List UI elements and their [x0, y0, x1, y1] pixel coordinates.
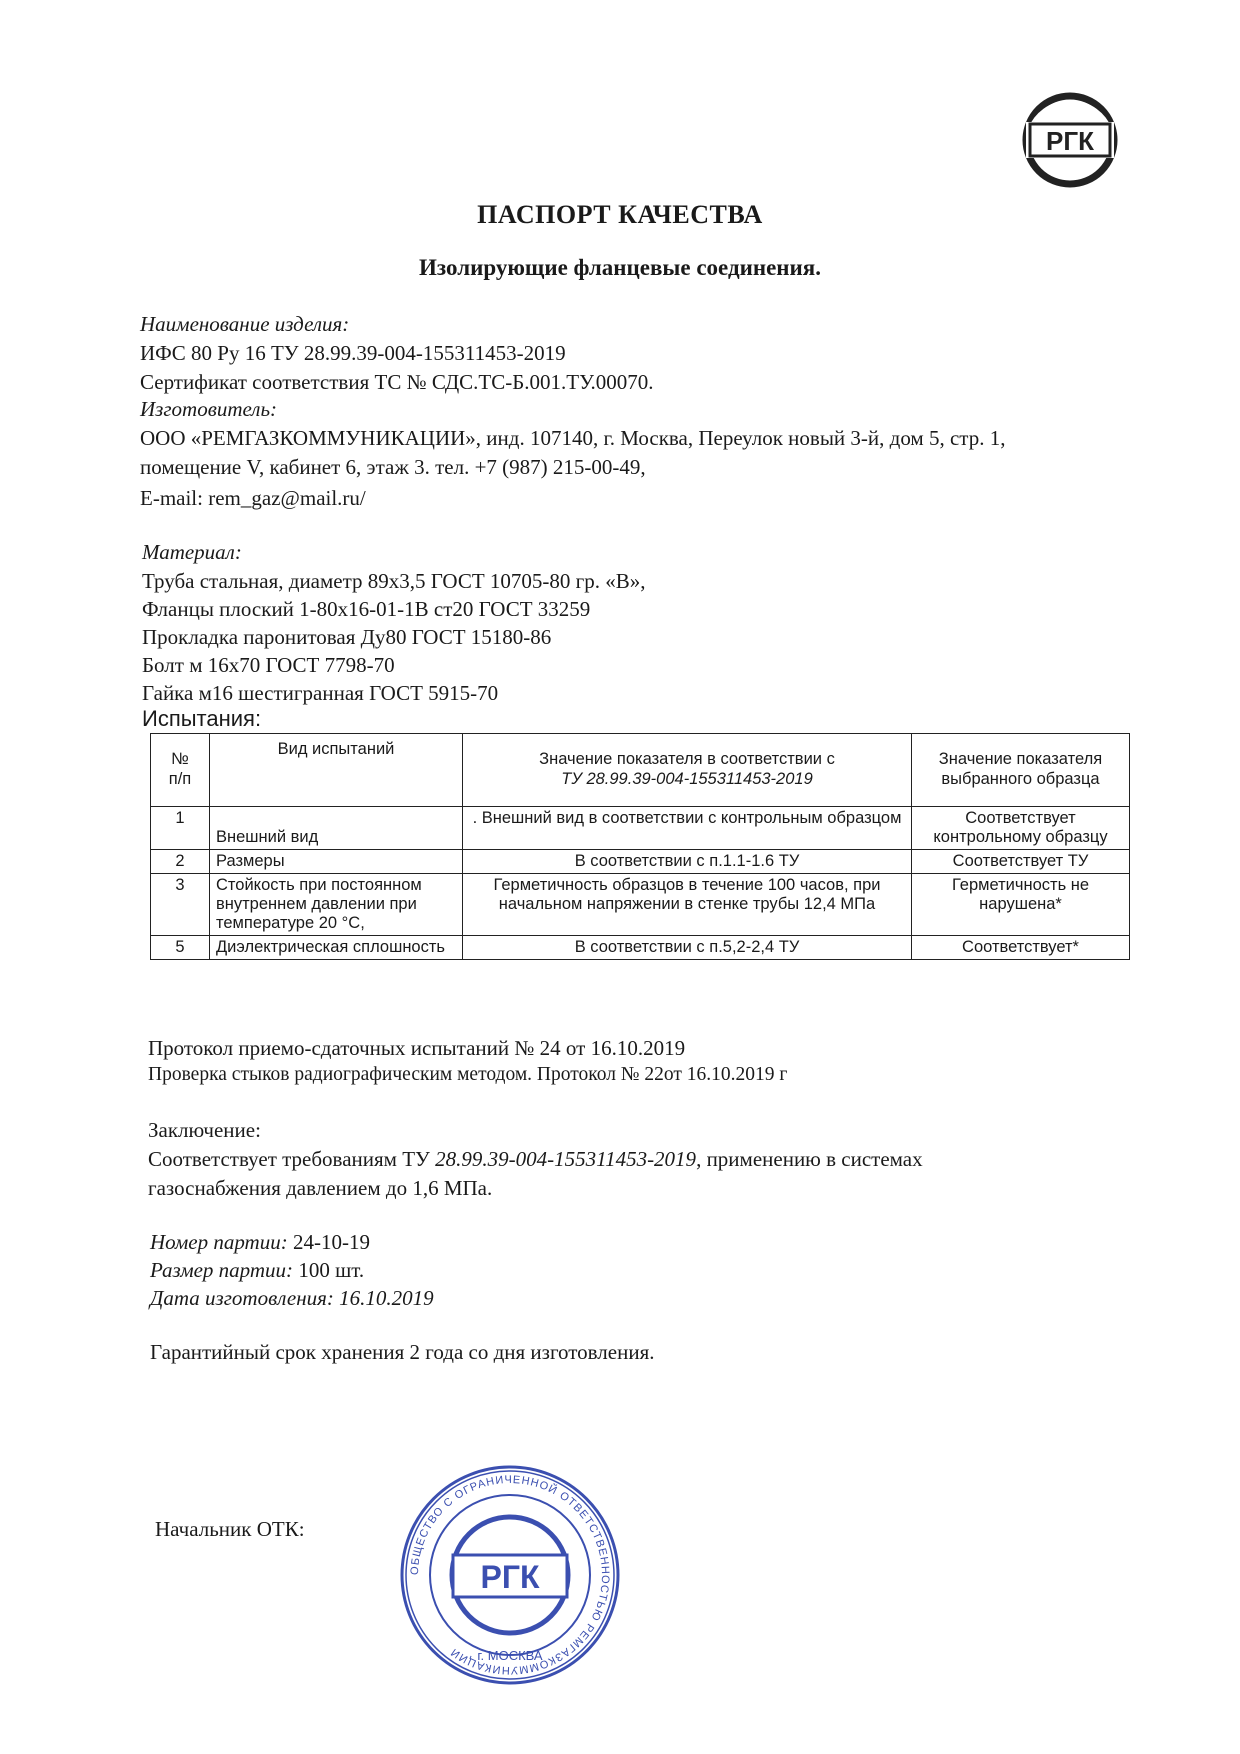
header-result: Значение показателя выбранного образца — [912, 734, 1130, 807]
row-num: 2 — [151, 850, 210, 874]
product-label: Наименование изделия: — [140, 312, 350, 336]
row-value: В соответствии с п.1.1-1.6 ТУ — [463, 850, 912, 874]
protocol-line: Протокол приемо-сдаточных испытаний № 24 от 16.10.2019 — [148, 1036, 686, 1060]
row-num: 3 — [151, 874, 210, 936]
rgk-logo-icon — [1020, 90, 1120, 190]
protocol-line: Проверка стыков радиографическим методом. Протокол № 22от 16.10.2019 г — [148, 1064, 788, 1085]
row-kind: Внешний вид — [210, 807, 463, 850]
logo-text: РГК — [1046, 126, 1094, 156]
manufacture-date: Дата изготовления: 16.10.2019 — [150, 1286, 434, 1310]
conclusion-text: Соответствует требованиям ТУ 28.99.39-004-155311453-2019, применению в системах — [148, 1147, 923, 1171]
product-certificate: Сертификат соответствия ТС № СДС.ТС-Б.001.ТУ.00070. — [140, 370, 654, 394]
row-num: 1 — [151, 807, 210, 850]
manufacturer-label: Изготовитель: — [140, 397, 278, 421]
row-num: 5 — [151, 936, 210, 960]
manufacturer-address-1: ООО «РЕМГАЗКОММУНИКАЦИИ», инд. 107140, г. Москва, Переулок новый 3-й, дом 5, стр. 1, — [140, 426, 1006, 450]
conclusion-label: Заключение: — [148, 1118, 261, 1142]
batch-number: Номер партии: 24-10-19 — [150, 1230, 370, 1254]
warranty-text: Гарантийный срок хранения 2 года со дня изготовления. — [150, 1340, 655, 1364]
manufacturer-email: E-mail: rem_gaz@mail.ru/ — [140, 486, 366, 510]
material-item: Фланцы плоский 1-80х16-01-1В ст20 ГОСТ 33259 — [142, 597, 591, 621]
material-item: Болт м 16х70 ГОСТ 7798-70 — [142, 653, 395, 677]
tests-label: Испытания: — [142, 706, 262, 731]
stamp-ring-text: ОБЩЕСТВО С ОГРАНИЧЕННОЙ ОТВЕТСТВЕННОСТЬЮ РЕМГАЗКОММУНИКАЦИИ — [408, 1473, 612, 1677]
signature-label: Начальник ОТК: — [155, 1517, 305, 1541]
table-row — [151, 807, 1130, 850]
row-value: В соответствии с п.5,2-2,4 ТУ — [463, 936, 912, 960]
table-row — [151, 850, 1130, 874]
batch-size: Размер партии: 100 шт. — [150, 1258, 365, 1282]
header-kind: Вид испытаний — [210, 734, 463, 807]
row-result: Соответствует контрольному образцу — [912, 807, 1130, 850]
material-item: Гайка м16 шестигранная ГОСТ 5915-70 — [142, 681, 499, 705]
row-value: . Внешний вид в соответствии с контрольным образцом — [463, 807, 912, 850]
row-result: Соответствует ТУ — [912, 850, 1130, 874]
stamp-city-text: г. МОСКВА — [477, 1648, 543, 1663]
table-header-row — [151, 734, 1130, 807]
table-row — [151, 936, 1130, 960]
conclusion-text-2: газоснабжения давлением до 1,6 МПа. — [148, 1176, 493, 1200]
stamp-center-text: РГК — [480, 1559, 540, 1595]
row-kind: Размеры — [210, 850, 463, 874]
material-item: Прокладка паронитовая Ду80 ГОСТ 15180-86 — [142, 625, 552, 649]
row-result: Герметичность не нарушена* — [912, 874, 1130, 936]
header-value: Значение показателя в соответствии с ТУ 28.99.39-004-155311453-2019 — [463, 734, 912, 807]
header-num: № п/п — [151, 734, 210, 807]
document-subtitle: Изолирующие фланцевые соединения. — [419, 255, 821, 280]
row-kind: Диэлектрическая сплошность — [210, 936, 463, 960]
table-row — [151, 874, 1130, 936]
row-value: Герметичность образцов в течение 100 часов, при начальном напряжении в стенке трубы 12,4 МПа — [463, 874, 912, 936]
document-title: ПАСПОРТ КАЧЕСТВА — [477, 200, 763, 229]
row-result: Соответствует* — [912, 936, 1130, 960]
product-name: ИФС 80 Ру 16 ТУ 28.99.39-004-155311453-2019 — [140, 341, 566, 365]
material-label: Материал: — [142, 540, 242, 564]
material-item: Труба стальная, диаметр 89х3,5 ГОСТ 10705-80 гр. «В», — [142, 569, 646, 593]
row-kind: Стойкость при постоянном внутреннем давлении при температуре 20 °С, — [210, 874, 463, 936]
company-stamp — [395, 1460, 625, 1690]
manufacturer-address-2: помещение V, кабинет 6, этаж 3. тел. +7 (987) 215-00-49, — [140, 455, 646, 479]
tests-table — [150, 733, 1130, 960]
